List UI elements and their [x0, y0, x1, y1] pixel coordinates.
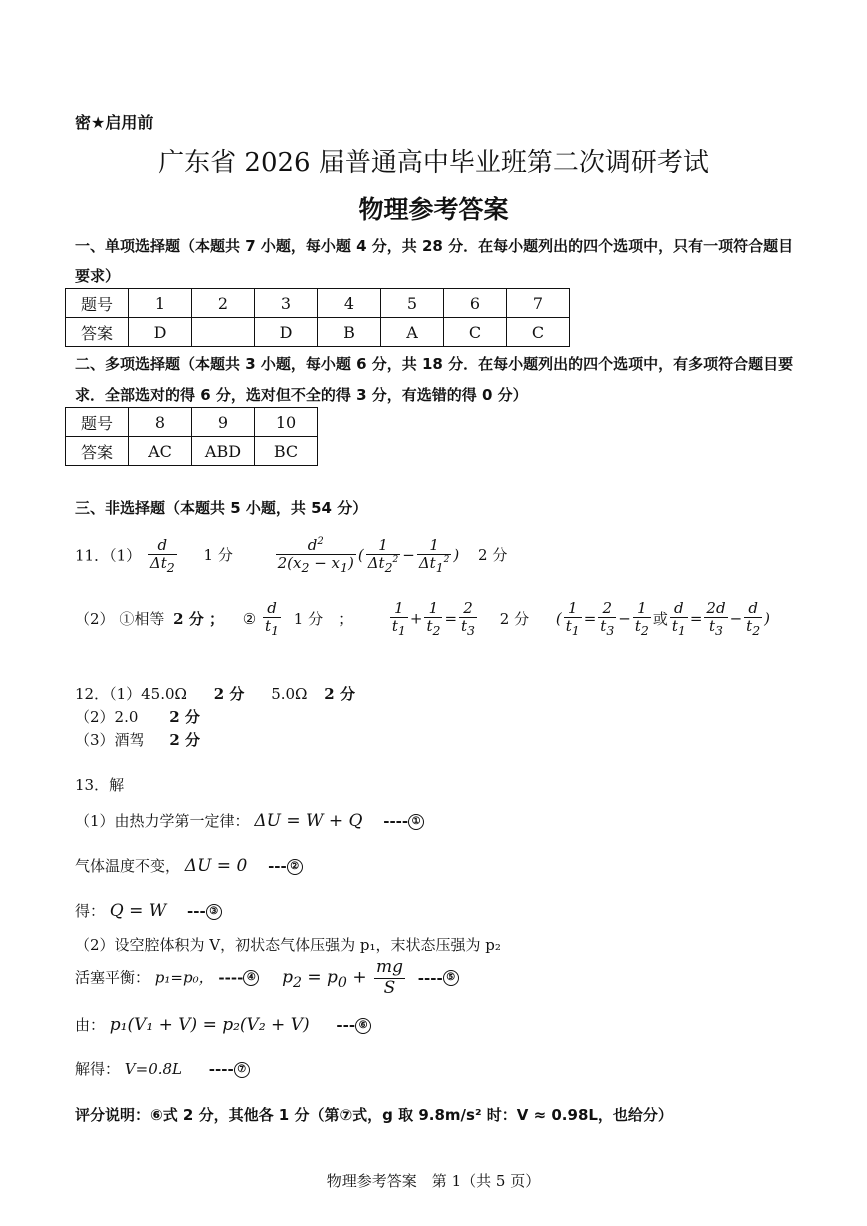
q11-part2-score-a: 2 分 ； — [173, 609, 225, 628]
table-cell: 6 — [444, 289, 507, 318]
q13-line5: 活塞平衡： p₁=p₀， ---- ④ $p_2 = p_0$ + $\frac{mg}{S}$ ---- ⑤ — [75, 958, 459, 998]
q13-line3-eq: Q = W — [109, 901, 167, 921]
q13-line5-text: 活塞平衡： — [75, 968, 151, 987]
q13-line6: 由： p₁(V₁ + V) = p₂(V₂ + V) --- ⑥ — [75, 1014, 371, 1035]
q11-part2-score-c: 2 分 — [499, 609, 530, 628]
formula-d-over-dt2: $\frac{d}{\Delta t_2}$ — [149, 535, 175, 575]
q13-line2-eq: ΔU = 0 — [184, 856, 248, 876]
q12-line2 — [75, 706, 200, 727]
or-label: 或 — [652, 609, 668, 628]
q13-line3-text: 得： — [75, 902, 106, 920]
q12-score-1a: 2 分 — [213, 685, 245, 703]
section2-heading-line1: 二、多项选择题（本题共 3 小题，每小题 6 分，共 18 分．在每小题列出的四个选项中，有多项符合题目要 — [75, 355, 794, 373]
table-cell: AC — [129, 437, 192, 466]
q13-line5-eq1: p₁=p₀， — [154, 968, 214, 987]
q11-part2-circle-2: ② — [242, 609, 257, 628]
table-cell: 5 — [381, 289, 444, 318]
table-cell: D — [255, 318, 318, 347]
confidential-label: 密★启用前 — [75, 113, 154, 132]
q11-score1: 1 分 — [203, 546, 233, 565]
table-cell: C — [444, 318, 507, 347]
q11-label: 11．（1） — [75, 546, 142, 565]
q12-line3 — [75, 729, 200, 750]
eq-marker-7: ⑦ — [234, 1062, 250, 1078]
exam-title: 广东省 2026 届普通高中毕业班第二次调研考试 — [158, 148, 709, 178]
q13-line6-text: 由： — [75, 1016, 106, 1034]
formula-alternative: ( $\frac{1}{t_1}$ = $\frac{2}{t_3}$ − $\frac{1}{t_2}$ 或 $\frac{d}{t_1}$ = $\frac{2d}{t_3}$ − $\frac{d}{t_2}$ ) — [555, 599, 770, 639]
q13-line2-text: 气体温度不变， — [75, 857, 181, 875]
q13-line1: （1）由热力学第一定律： ΔU = W + Q ---- ① — [75, 810, 424, 831]
q12-line1 — [75, 683, 355, 704]
section1-heading-line2: 要求） — [75, 267, 121, 285]
table-cell: 题号 — [66, 289, 129, 318]
q13-line2: 气体温度不变， ΔU = 0 --- ② — [75, 855, 303, 876]
table-cell: 题号 — [66, 408, 129, 437]
q11-score2: 2 分 — [478, 546, 508, 565]
q13-line1-text: （1）由热力学第一定律： — [75, 812, 250, 830]
table-row — [66, 408, 318, 437]
q12-score-1b: 2 分 — [324, 685, 355, 703]
section3-heading: 三、非选择题（本题共 5 小题，共 54 分） — [75, 499, 368, 517]
table-cell: 10 — [255, 408, 318, 437]
q11-part2-answer-a: ①相等 — [119, 609, 165, 628]
q12-score-3: 2 分 — [169, 731, 200, 749]
page-footer: 物理参考答案 第 1（共 5 页） — [326, 1172, 541, 1190]
q13-line4: （2）设空腔体积为 V，初状态气体压强为 p₁，末状态压强为 p₂ — [75, 936, 501, 954]
page-title: 物理参考答案 — [358, 195, 509, 224]
table-cell — [192, 318, 255, 347]
q13-line7-text: 解得： — [75, 1060, 121, 1078]
formula-p2: $p_2 = p_0$ + $\frac{mg}{S}$ — [282, 957, 404, 998]
q11-part2-label: （2） — [75, 609, 115, 628]
table-cell: C — [507, 318, 570, 347]
eq-marker-5: ⑤ — [443, 970, 459, 986]
eq-marker-2: ② — [287, 859, 303, 875]
table-cell: 答案 — [66, 318, 129, 347]
eq-marker-6: ⑥ — [355, 1018, 371, 1034]
q13-line7-eq: V=0.8L — [124, 1060, 183, 1078]
table-cell: BC — [255, 437, 318, 466]
table-row — [66, 318, 570, 347]
table-cell: 7 — [507, 289, 570, 318]
q13-label: 13．解 — [75, 776, 125, 794]
table-row — [66, 289, 570, 318]
q12-answer-1b: 5.0Ω — [271, 685, 308, 703]
table-row — [66, 437, 318, 466]
section2-heading-line2: 求．全部选对的得 6 分，选对但不全的得 3 分，有选错的得 0 分） — [75, 386, 528, 404]
q11-part2-score-b: 1 分 ； — [293, 609, 354, 628]
formula-acceleration: $\frac{d^2}{2(x_2 - x_1)}$ ( $\frac{1}{\Delta t_2^2}$ − $\frac{1}{\Delta t_1^2}$ ) — [277, 535, 460, 576]
eq-marker-4: ④ — [243, 970, 259, 986]
q11-part1 — [75, 536, 507, 576]
table-cell: 9 — [192, 408, 255, 437]
scoring-note: 评分说明：⑥式 2 分，其他各 1 分（第⑦式，g 取 9.8m/s² 时：V ≈ 0.98L，也给分） — [75, 1106, 673, 1124]
formula-d-over-t1: $\frac{d}{t_1}$ — [265, 599, 280, 639]
q11-part2 — [75, 600, 770, 639]
q12-score-2: 2 分 — [169, 708, 200, 726]
q13-line3: 得： Q = W --- ③ — [75, 900, 222, 921]
table-cell: A — [381, 318, 444, 347]
table-cell: 1 — [129, 289, 192, 318]
q13-line6-eq: p₁(V₁ + V) = p₂(V₂ + V) — [109, 1015, 310, 1035]
q13-line7: 解得： V=0.8L ---- ⑦ — [75, 1058, 250, 1079]
table-cell: 8 — [129, 408, 192, 437]
table-cell: 2 — [192, 289, 255, 318]
formula-time-relation: $\frac{1}{t_1}$ + $\frac{1}{t_2}$ = $\frac{2}{t_3}$ — [391, 599, 475, 639]
table-cell: B — [318, 318, 381, 347]
table-cell: 答案 — [66, 437, 129, 466]
q12-answer-1a: 12．（1）45.0Ω — [75, 685, 187, 703]
q13-line1-eq: ΔU = W + Q — [254, 811, 363, 831]
table-cell: D — [129, 318, 192, 347]
eq-marker-3: ③ — [206, 904, 222, 920]
table-cell: ABD — [192, 437, 255, 466]
section1-heading-line1: 一、单项选择题（本题共 7 小题，每小题 4 分，共 28 分．在每小题列出的四个选项中，只有一项符合题目 — [75, 237, 794, 255]
q12-answer-3: （3）酒驾 — [75, 731, 145, 749]
q12-answer-2: （2）2.0 — [75, 708, 139, 726]
eq-marker-1: ① — [408, 814, 424, 830]
section1-answer-table — [65, 288, 570, 347]
section2-answer-table — [65, 407, 318, 466]
table-cell: 3 — [255, 289, 318, 318]
table-cell: 4 — [318, 289, 381, 318]
